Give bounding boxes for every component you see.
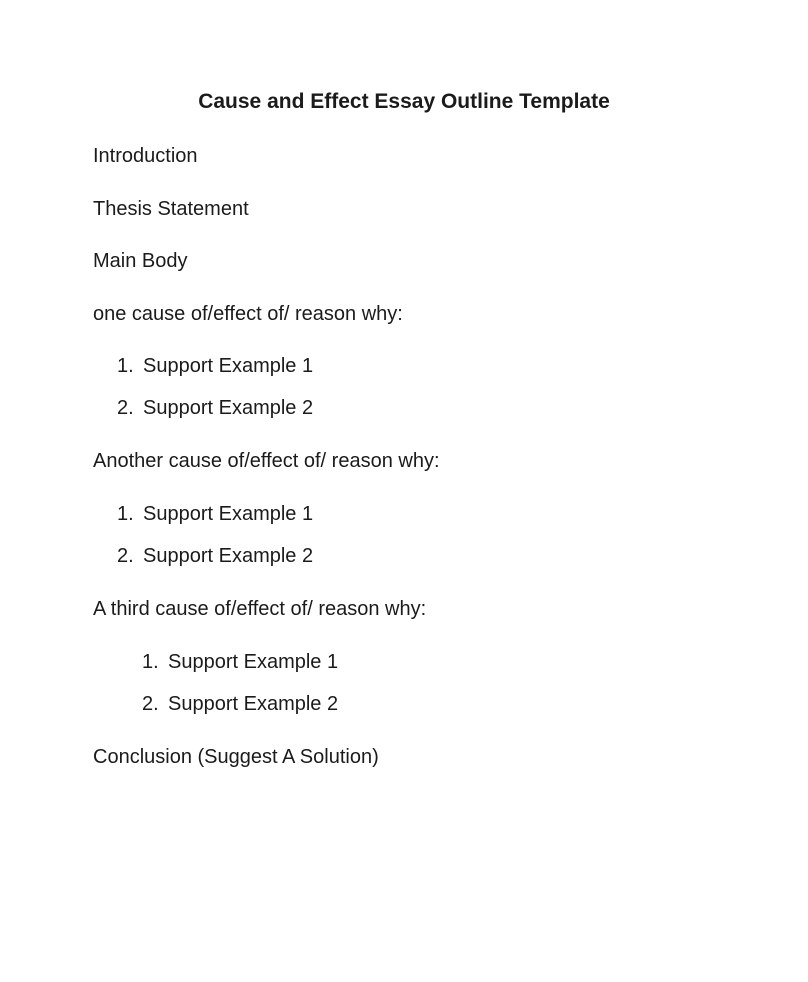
list-item <box>117 397 313 419</box>
list-item-number: 1. <box>117 355 134 377</box>
cause-section-2-heading: Another cause of/effect of/ reason why: <box>93 450 440 472</box>
list-item-number: 1. <box>117 503 134 525</box>
heading-main-body: Main Body <box>93 250 188 272</box>
cause-section-1-heading: one cause of/effect of/ reason why: <box>93 303 403 325</box>
list-item-text: Support Example 2 <box>168 693 339 715</box>
list-item <box>117 355 313 377</box>
heading-thesis-statement: Thesis Statement <box>93 198 249 220</box>
list-item-text: Support Example 1 <box>143 355 314 377</box>
list-item-number: 1. <box>142 651 159 673</box>
list-item <box>142 651 338 673</box>
list-item-text: Support Example 1 <box>143 503 314 525</box>
heading-conclusion: Conclusion (Suggest A Solution) <box>93 746 379 768</box>
list-item-number: 2. <box>117 397 134 419</box>
list-item <box>117 545 313 567</box>
list-item-number: 2. <box>117 545 134 567</box>
list-item-text: Support Example 2 <box>143 545 314 567</box>
heading-introduction: Introduction <box>93 145 198 167</box>
list-item-text: Support Example 1 <box>168 651 339 673</box>
list-item-number: 2. <box>142 693 159 715</box>
cause-section-3-heading: A third cause of/effect of/ reason why: <box>93 598 427 620</box>
list-item-text: Support Example 2 <box>143 397 314 419</box>
document-title: Cause and Effect Essay Outline Template <box>198 90 610 113</box>
list-item <box>117 503 313 525</box>
list-item <box>142 693 338 715</box>
